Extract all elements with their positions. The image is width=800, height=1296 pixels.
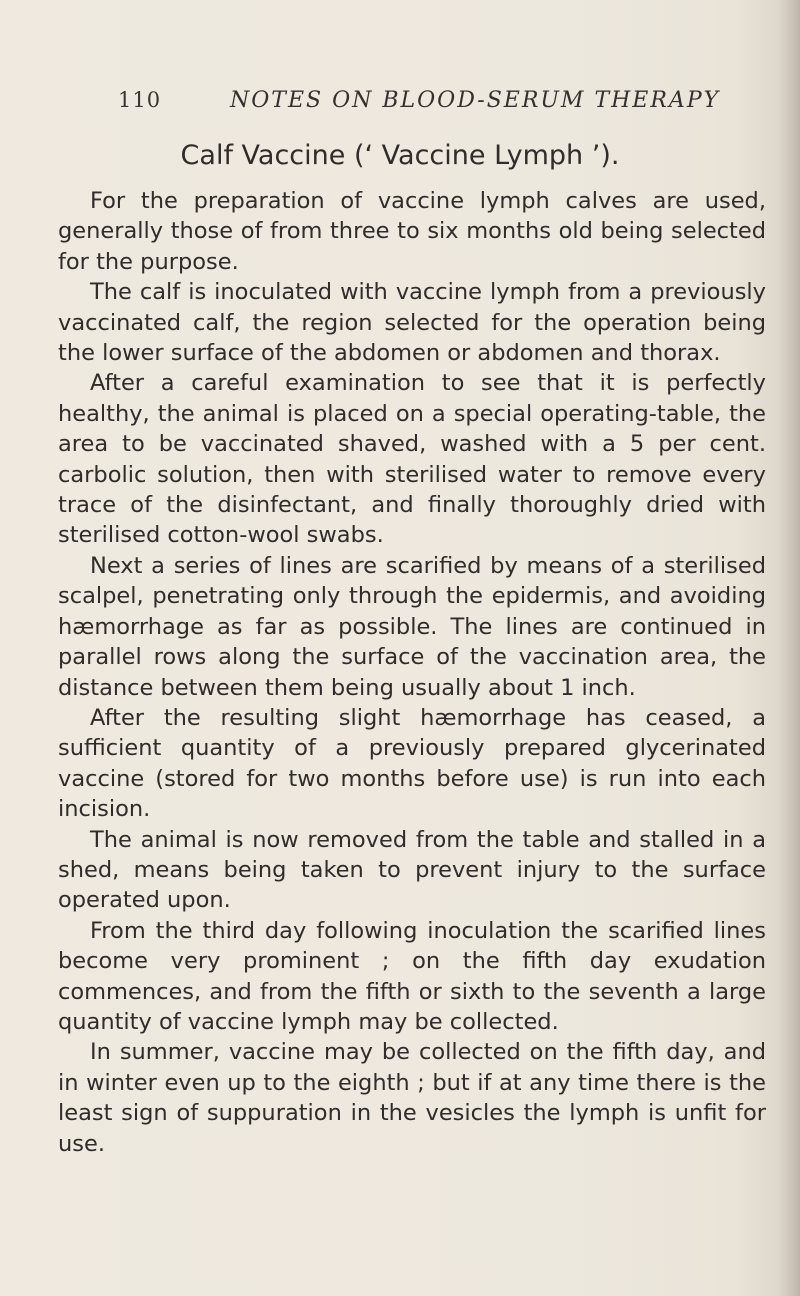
paragraph: Next a series of lines are scarified by means of a sterilised scalpel, penetrating only through the epidermis, and avoiding hæmorrhage as far as possible. The lines are continued in parallel rows along the surface of the vaccination area, the distance between them being usually about 1 inch. — [58, 552, 766, 701]
page-header — [118, 88, 721, 122]
paragraph: From the third day following inoculation the scarified lines become very prominent ; on the fifth day exudation commences, and from the fifth or sixth to the seventh a large quantity of vaccine lymph may be collected. — [58, 917, 766, 1035]
paragraph: The animal is now removed from the table and stalled in a shed, means being taken to prevent injury to the surface operated upon. — [58, 826, 766, 914]
paragraph: After the resulting slight hæmorrhage has ceased, a sufficient quantity of a previously prepared glycerinated vaccine (stored for two months before use) is run into each incision. — [58, 704, 766, 823]
page-number: 110 — [118, 88, 162, 112]
section-title: Calf Vaccine (‘ Vaccine Lymph ’). — [180, 140, 620, 171]
running-head: NOTES ON BLOOD-SERUM THERAPY — [230, 88, 721, 113]
paragraph: In summer, vaccine may be collected on the fifth day, and in winter even up to the eighth ; but if at any time there is the least sign of suppuration in the vesicles the lymph is unfit for use. — [58, 1039, 766, 1157]
paragraph: The calf is inoculated with vaccine lymph from a previously vaccinated calf, the region selected for the operation being the lower surface of the abdomen or abdomen and thorax. — [58, 279, 766, 367]
body-text — [58, 186, 766, 1159]
paragraph: After a careful examination to see that it is perfectly healthy, the animal is placed on a special operating-table, the area to be vaccinated shaved, washed with a 5 per cent. carbolic solution, then with sterilised water to remove every trace of the disinfectant, and finally thoroughly dried with sterilised cotton-wool swabs. — [58, 370, 766, 549]
paragraph: For the preparation of vaccine lymph calves are used, generally those of from three to six months old being selected for the purpose. — [58, 188, 766, 275]
page-edge-shadow — [778, 0, 800, 1296]
